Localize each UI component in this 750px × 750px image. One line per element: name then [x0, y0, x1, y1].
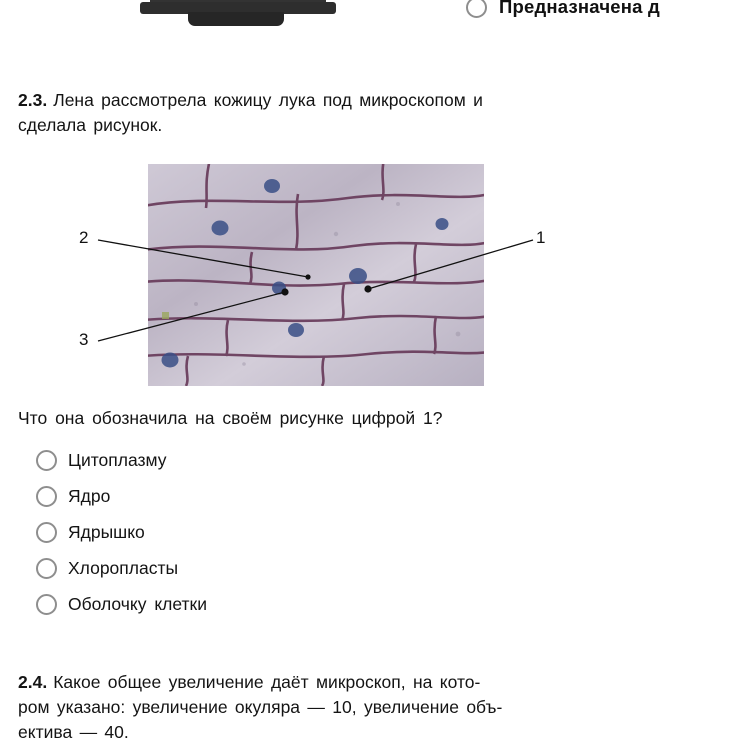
task-2-4-line-2: ром указано: увеличение окуляра — 10, увеличение объ- [18, 697, 503, 717]
callout-label-3: 3 [79, 330, 89, 349]
task-2-4-text-1: Какое общее увеличение даёт микроскоп, на кото- [53, 672, 481, 692]
micrograph-drawing [148, 164, 484, 386]
answer-option-label: Предназначена д [499, 0, 660, 17]
answer-option-label: Хлоропласты [68, 557, 179, 578]
task-2-4-number: 2.4. [18, 672, 48, 692]
answer-option-cytoplasm[interactable] [36, 442, 207, 478]
task-2-3-text-1: Лена рассмотрела кожицу лука под микроскопом и [53, 90, 483, 110]
task-2-4-line-1 [18, 670, 732, 695]
radio-button-icon[interactable] [36, 486, 57, 507]
task-2-3-number: 2.3. [18, 90, 48, 110]
task-2-4 [18, 670, 732, 745]
answer-option-nucleolus[interactable] [36, 514, 207, 550]
figure-onion-cells [0, 0, 750, 349]
micrograph-image [148, 164, 484, 386]
task-2-4-line-3: ектива — 40. [18, 722, 129, 742]
answer-option-cell-membrane[interactable] [36, 586, 207, 622]
answer-option-label: Цитоплазму [68, 449, 167, 470]
callout-label-2: 2 [79, 228, 89, 247]
answer-option-label: Ядрышко [68, 521, 145, 542]
answer-option-chloroplasts[interactable] [36, 550, 207, 586]
answer-option-nucleus[interactable] [36, 478, 207, 514]
callout-label-1: 1 [536, 228, 546, 247]
question-text: Что она обозначила на своём рисунке цифрой 1? [18, 408, 443, 428]
radio-button-icon[interactable] [36, 450, 57, 471]
radio-button-icon[interactable] [36, 522, 57, 543]
answer-options-list [36, 442, 207, 622]
answer-option-label: Ядро [68, 485, 111, 506]
task-2-3-line-2: сделала рисунок. [18, 115, 163, 135]
radio-button-icon[interactable] [36, 594, 57, 615]
radio-button-icon[interactable] [36, 558, 57, 579]
answer-option-label: Оболочку клетки [68, 593, 207, 614]
